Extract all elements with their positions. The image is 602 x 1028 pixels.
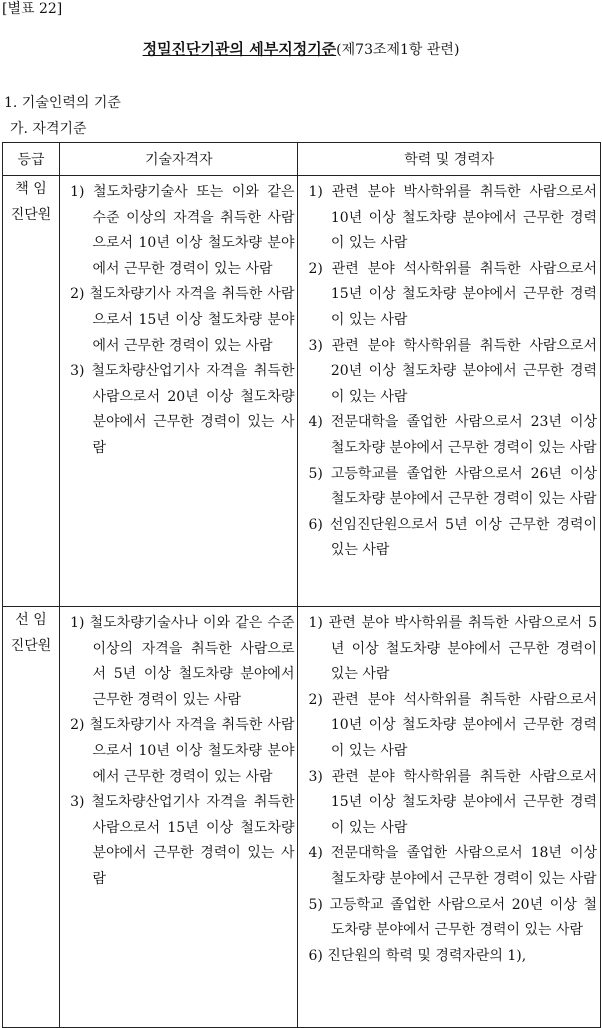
qualifications-cell bbox=[60, 176, 298, 607]
header-qualifications: 기술자격자 bbox=[60, 143, 298, 176]
list-item: 2) 철도차량기사 자격을 취득한 사람으로서 10년 이상 철도차량 분야에서 근무한 경력이 있는 사람 bbox=[70, 717, 295, 785]
education-career-cell bbox=[298, 607, 601, 1028]
list-item: 5) 고등학교 졸업한 사람으로서 20년 이상 철도차량 분야에서 근무한 경력이 있는 사람 bbox=[308, 896, 597, 939]
list-item: 4) 전문대학을 졸업한 사람으로서 23년 이상 철도차량 분야에서 근무한 경력이 있는 사람 bbox=[308, 414, 597, 456]
list-item: 3) 철도차량산업기사 자격을 취득한 사람으로서 15년 이상 철도차량 분야에서 근무한 경력이 있는 사람 bbox=[70, 794, 295, 887]
grade-label-line: 진단원 bbox=[10, 638, 52, 654]
title-main: 정밀진단기관의 세부지정기준 bbox=[142, 40, 337, 58]
education-career-cell bbox=[298, 176, 601, 607]
grade-cell bbox=[3, 176, 60, 607]
list-item: 1) 관련 분야 박사학위를 취득한 사람으로서 5년 이상 철도차량 분야에서 근무한 경력이 있는 사람 bbox=[308, 615, 597, 683]
header-grade: 등급 bbox=[3, 143, 60, 176]
list-item: 6) 선임진단원으로서 5년 이상 근무한 경력이 있는 사람 bbox=[308, 516, 597, 559]
table-row-senior-diagnostician bbox=[3, 607, 601, 1028]
subsection-heading: 가. 자격기준 bbox=[10, 121, 87, 137]
table-row-chief-diagnostician bbox=[3, 176, 601, 607]
grade-label-line: 책 임 bbox=[15, 181, 47, 197]
table-header-row bbox=[3, 143, 601, 176]
grade-cell bbox=[3, 607, 60, 1028]
document-title bbox=[0, 38, 602, 59]
list-item: 6) 진단원의 학력 및 경력자란의 1), bbox=[308, 947, 527, 964]
list-item: 1) 관련 분야 박사학위를 취득한 사람으로서 10년 이상 철도차량 분야에서 근무한 경력이 있는 사람 bbox=[308, 184, 597, 252]
list-item: 5) 고등학교를 졸업한 사람으로서 26년 이상 철도차량 분야에서 근무한 경력이 있는 사람 bbox=[308, 465, 597, 508]
list-item: 3) 철도차량산업기사 자격을 취득한 사람으로서 20년 이상 철도차량 분야에서 근무한 경력이 있는 사람 bbox=[70, 363, 295, 456]
list-item: 1) 철도차량기술사 또는 이와 같은 수준 이상의 자격을 취득한 사람으로서 10년 이상 철도차량 분야에서 근무한 경력이 있는 사람 bbox=[70, 184, 295, 277]
appendix-label: [별표 22] bbox=[2, 1, 63, 17]
header-education-career: 학력 및 경력자 bbox=[298, 143, 601, 176]
list-item: 1) 철도차량기술사나 이와 같은 수준 이상의 자격을 취득한 사람으로서 5년 이상 철도차량 분야에서 근무한 경력이 있는 사람 bbox=[70, 615, 295, 708]
list-item: 2) 관련 분야 석사학위를 취득한 사람으로서 10년 이상 철도차량 분야에서 근무한 경력이 있는 사람 bbox=[308, 691, 597, 759]
list-item: 2) 관련 분야 석사학위를 취득한 사람으로서 15년 이상 철도차량 분야에서 근무한 경력이 있는 사람 bbox=[308, 260, 597, 328]
grade-label-line: 선 임 bbox=[15, 612, 47, 628]
qualifications-cell bbox=[60, 607, 298, 1028]
list-item: 2) 철도차량기사 자격을 취득한 사람으로서 15년 이상 철도차량 분야에서 근무한 경력이 있는 사람 bbox=[70, 286, 295, 354]
list-item: 3) 관련 분야 학사학위를 취득한 사람으로서 20년 이상 철도차량 분야에서 근무한 경력이 있는 사람 bbox=[308, 337, 597, 405]
title-legal-reference: (제73조제1항 관련) bbox=[336, 42, 460, 58]
section-heading: 1. 기술인력의 기준 bbox=[4, 95, 121, 111]
list-item: 4) 전문대학을 졸업한 사람으로서 18년 이상 철도차량 분야에서 근무한 경력이 있는 사람 bbox=[308, 845, 597, 887]
grade-label-line: 진단원 bbox=[10, 207, 52, 223]
qualification-table bbox=[2, 142, 601, 1028]
list-item: 3) 관련 분야 학사학위를 취득한 사람으로서 15년 이상 철도차량 분야에서 근무한 경력이 있는 사람 bbox=[308, 768, 597, 836]
